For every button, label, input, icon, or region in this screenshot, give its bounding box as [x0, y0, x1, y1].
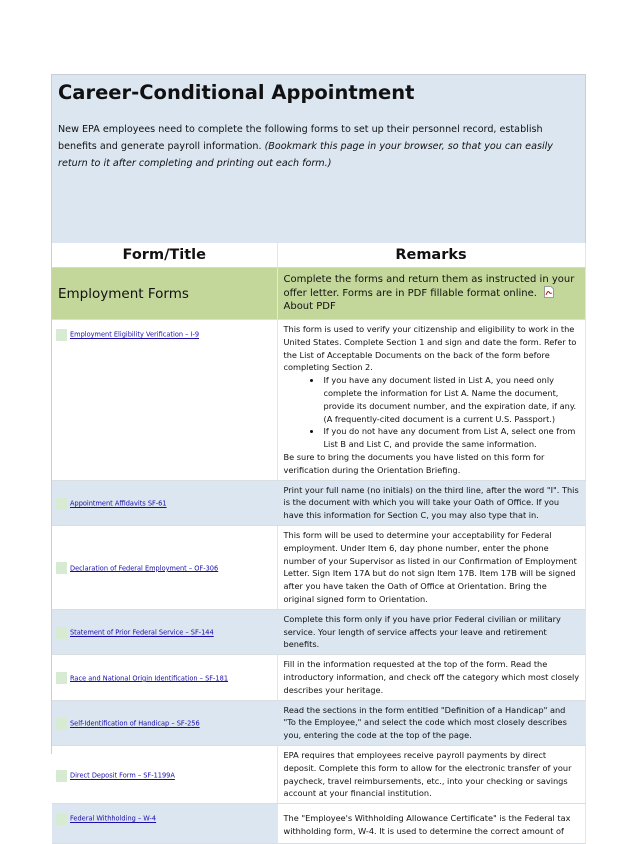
form-link-i9[interactable]: Employment Eligibility Verification – I-9: [70, 330, 200, 339]
form-marker: [56, 813, 67, 825]
form-link-w4[interactable]: Federal Withholding – W-4: [70, 814, 157, 823]
remark-cell: [277, 320, 585, 481]
remark-cell: Read the sections in the form entitled "Definition of a Handicap" and "To the Employee," and select the code which most closely describes you, entering the code at the top of the page.: [277, 700, 585, 745]
form-link-sf256[interactable]: Self-Identification of Handicap – SF-256: [70, 719, 200, 728]
form-marker: [56, 627, 67, 639]
table-row: [52, 609, 585, 654]
table-header-row: [52, 243, 585, 268]
col-header-form: Form/Title: [52, 243, 277, 268]
section-remark: [277, 268, 585, 320]
table-row: [52, 525, 585, 609]
form-cell: [52, 609, 277, 654]
intro-paragraph: [58, 121, 579, 172]
form-link-sf1199a[interactable]: Direct Deposit Form – SF-1199A: [70, 771, 175, 780]
form-marker: [56, 562, 67, 574]
form-marker: [56, 498, 67, 510]
form-cell: [52, 525, 277, 609]
remark-cell: This form will be used to determine your acceptability for Federal employment. Under Item 6, day phone number, enter the phone number of your Supervisor as listed in our Confirmation of Employment Letter. Sign Item 17A but do not sign Item 17B. Item 17B will be signed after you have taken the Oath of Office at Orientation. Bring the original signed form to Orientation.: [277, 525, 585, 609]
section-row: [52, 268, 585, 320]
remark-cell: EPA requires that employees receive payroll payments by direct deposit. Complete this form to allow for the electronic transfer of your paycheck, travel reimbursements, etc., into your checking or savings account at your financial institution.: [277, 745, 585, 803]
form-cell: [52, 745, 277, 803]
remark-bullets: [284, 374, 580, 451]
table-row: [52, 745, 585, 803]
table-row: [52, 320, 585, 481]
table-row: [52, 804, 585, 844]
form-cell: [52, 655, 277, 700]
list-item: • If you have any document listed in List A, you need only complete the information for List A. Name the document, provide its document number, and the expiration date, if any. (A frequently-cited document is a current U.S. Passport.): [322, 374, 580, 425]
remark-cell: Complete this form only if you have prior Federal civilian or military service. Your length of service affects your leave and retirement benefits.: [277, 609, 585, 654]
table-row: [52, 700, 585, 745]
form-link-of306[interactable]: Declaration of Federal Employment – OF-306: [70, 564, 219, 573]
page-frame: [51, 74, 586, 836]
form-link-sf61[interactable]: Appointment Affidavits SF-61: [70, 499, 167, 508]
form-marker: [56, 329, 67, 341]
form-marker: [56, 718, 67, 730]
form-marker: [56, 672, 67, 684]
col-header-remarks: Remarks: [277, 243, 585, 268]
remark-cell: Print your full name (no initials) on the third line, after the word "I". This is the document with which you will take your Oath of Office. If you have this information for Section C, you may also type that in.: [277, 480, 585, 525]
page-title: Career-Conditional Appointment: [58, 81, 415, 104]
page-header: [52, 75, 585, 243]
form-cell: [52, 480, 277, 525]
remark-cell: The "Employee's Withholding Allowance Certificate" is the Federal tax withholding form, W-4. It is used to determine the correct amount of: [277, 804, 585, 844]
about-pdf-link[interactable]: About PDF: [283, 300, 336, 312]
form-cell: [52, 320, 277, 481]
form-link-sf144[interactable]: Statement of Prior Federal Service – SF-144: [70, 628, 214, 637]
pdf-icon[interactable]: [544, 286, 554, 298]
forms-table: [52, 243, 586, 844]
remark-after: Be sure to bring the documents you have listed on this form for verification during the Orientation Briefing.: [283, 451, 545, 475]
table-row: [52, 655, 585, 700]
intro-text: New EPA employees need to complete the following forms to set up their personnel record, establish benefits and generate payroll information.: [58, 124, 543, 152]
remark-cell: Fill in the information requested at the top of the form. Read the introductory information, and check off the category which most closely describes your heritage.: [277, 655, 585, 700]
form-cell: [52, 700, 277, 745]
remark-text: This form is used to verify your citizenship and eligibility to work in the United States. Complete Section 1 and sign and date the form. Refer to the List of Acceptable Documents on the back of the form before completing Section 2.: [283, 324, 577, 373]
intro-note: (Bookmark this page in your browser, so that you can easily return to it after completing and printing out each form.): [58, 141, 553, 169]
form-cell: [52, 804, 277, 844]
form-marker: [56, 770, 67, 782]
table-row: [52, 480, 585, 525]
form-link-sf181[interactable]: Race and National Origin Identification – SF-181: [70, 674, 229, 683]
section-remark-text: Complete the forms and return them as instructed in your offer letter. Forms are in PDF fillable format online.: [283, 273, 575, 300]
list-item: • If you do not have any document from List A, select one from List B and List C, and provide the same information.: [322, 425, 580, 451]
section-title: Employment Forms: [52, 268, 277, 320]
